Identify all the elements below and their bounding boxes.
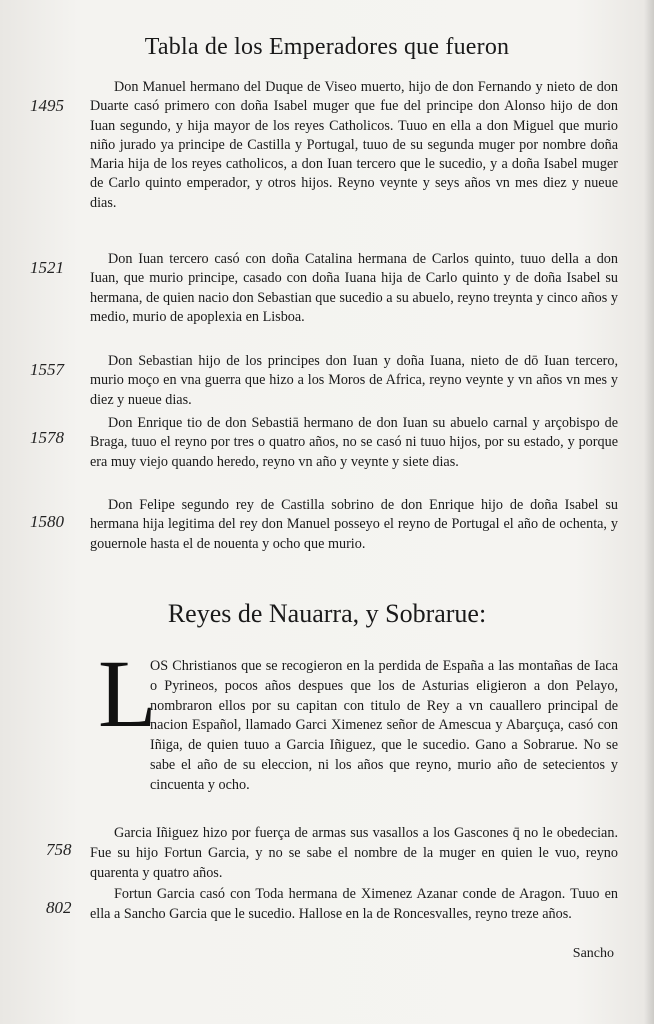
year-label: 758 — [46, 840, 72, 859]
year-label: 1557 — [30, 360, 64, 379]
year-label: 802 — [46, 898, 72, 917]
entry-paragraph: Don Manuel hermano del Duque de Viseo muerto, hijo de don Fernando y nieto de don Duarte casó primero con doña Isabel muger que fue del principe don Alonso hijo de don Iuan segundo, y hija mayor de los reyes Catholicos. Tuuo en ella a don Miguel que murio niño jurado ya principe de Castilla y Portugal, tuuo de su segunda muger por nombre doña Maria hija de los reyes catholicos, a don Iuan tercero que le sucedio, y a doña Isabel muger de Carlo quinto emperador, y otros hijos. Reyno veynte y seys años vn mes diez y nueue dias. — [90, 79, 618, 211]
entry-paragraph: Don Iuan tercero casó con doña Catalina hermana de Carlos quinto, tuuo della a don Iuan, que murio principe, casado con doña Iuana hija de Carlo quinto y de doña Isabel su hermana, de quien nacio don Sebastian que sucedio a su abuelo, reyno treynta y cinco años y medio, murio de apoplexia en Lisboa. — [90, 251, 618, 325]
year-label: 1495 — [30, 96, 64, 115]
entry-paragraph: Garcia Iñiguez hizo por fuerça de armas sus vasallos a los Gascones q̄ no le obedecian. Fue su hijo Fortun Garcia, y no se sabe el nombre de la muger en quien le vuo, reyno quarenta y quatro años. — [90, 825, 618, 881]
section-intro-text: OS Christianos que se recogieron en la perdida de España a las montañas de Iaca o Pyrineos, pocos años despues que los de Asturias eligieron a don Pelayo, nombraron ellos por su capitan con titulo de Rey a vn cauallero principal de nacion Español, llamado Garci Ximenez señor de Amescua y Abarçuça, casó con Iñiga, de quien tuuo a Garcia Iñiguez, que le sucedio. Gano a Sobrarue. No se sabe el año de su eleccion, ni los años que reyno, murio año de setecientos y cincuenta y ocho. — [150, 658, 618, 793]
year-label: 1578 — [30, 428, 64, 447]
page-title: Tabla de los Emperadores que fueron — [144, 34, 510, 60]
section-intro-paragraph — [150, 657, 618, 796]
catchword: Sancho — [572, 946, 614, 961]
entry-paragraph: Don Sebastian hijo de los principes don Iuan y doña Iuana, nieto de dō Iuan tercero, murio moço en vna guerra que hizo a los Moros de Africa, reyno veynte y vn años vn mes y diez y nueue dias. — [90, 353, 618, 408]
year-label: 1580 — [30, 512, 64, 531]
entry-paragraph: Don Enrique tio de don Sebastiā hermano de don Iuan su abuelo carnal y arçobispo de Braga, tuuo el reyno por tres o quatro años, no se casó ni tuuo hijos, por su estado, y porque era muy viejo quando heredo, reyno vn año y veynte y siete dias. — [90, 415, 618, 470]
page-edge-shadow — [644, 0, 654, 1024]
entry-paragraph: Don Felipe segundo rey de Castilla sobrino de don Enrique hijo de doña Isabel su hermana hija legitima del rey don Manuel posseyo el reyno de Portugal el año de ochenta, y gouernole hasta el de nouenta y ocho que murio. — [90, 497, 618, 552]
drop-cap: L — [98, 640, 157, 747]
section-title: Reyes de Nauarra, y Sobrarue: — [167, 599, 487, 628]
year-label: 1521 — [30, 258, 64, 277]
entry-paragraph: Fortun Garcia casó con Toda hermana de Ximenez Azanar conde de Aragon. Tuuo en ella a Sancho Garcia que le sucedio. Hallose en la de Roncesvalles, reyno treze años. — [90, 886, 618, 922]
